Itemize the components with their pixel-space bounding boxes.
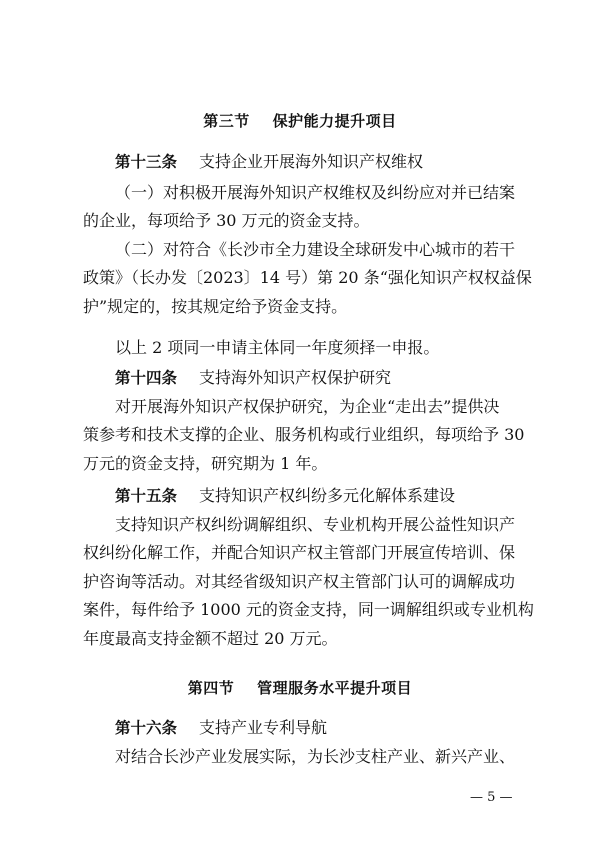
article-15-para-line-3: 护咨询等活动。对其经省级知识产权主管部门认可的调解成功 xyxy=(83,572,516,591)
article-15-para-line-2: 权纠纷化解工作，并配合知识产权主管部门开展宣传培训、保 xyxy=(83,543,516,562)
article-14-heading xyxy=(115,368,555,388)
article-14-para-line-1: 对开展海外知识产权保护研究，为企业“走出去”提供决 xyxy=(115,397,500,416)
article-16-para-line-1: 对结合长沙产业发展实际，为长沙支柱产业、新兴产业、 xyxy=(115,747,516,766)
article-14-para-line-2: 策参考和技术支撑的企业、服务机构或行业组织，每项给予 30 xyxy=(83,425,525,444)
article-15-para-line-1: 支持知识产权纠纷调解组织、专业机构开展公益性知识产 xyxy=(115,515,516,534)
section-3-heading: 第三节 保护能力提升项目 xyxy=(203,112,397,130)
article-13-item-2-line-3: 护”规定的，按其规定给予资金支持。 xyxy=(83,297,348,316)
article-15-para-line-4: 案件，每件给予 1000 元的资金支持，同一调解组织或专业机构 xyxy=(83,600,534,619)
article-15-para-line-5: 年度最高支持金额不超过 20 万元。 xyxy=(83,629,338,648)
section-4-heading: 第四节 管理服务水平提升项目 xyxy=(187,679,413,697)
article-13-heading xyxy=(115,152,555,172)
article-13-item-2-line-2: 政策》（长办发〔2023〕14 号）第 20 条“强化知识产权权益保 xyxy=(83,268,532,287)
article-16-title: 支持产业专利导航 xyxy=(199,718,328,737)
article-13-title: 支持企业开展海外知识产权维权 xyxy=(199,152,424,171)
article-15-label: 第十五条 xyxy=(115,487,178,505)
page-number: — 5 — xyxy=(470,790,513,805)
article-14-para-line-3: 万元的资金支持，研究期为 1 年。 xyxy=(83,454,328,473)
article-15-title: 支持知识产权纠纷多元化解体系建设 xyxy=(199,486,456,505)
article-13-item-1-line-1: （一）对积极开展海外知识产权维权及纠纷应对并已结案 xyxy=(115,183,516,202)
article-15-heading xyxy=(115,486,555,506)
article-13-note: 以上 2 项同一申请主体同一年度须择一申报。 xyxy=(115,338,440,357)
article-16-heading xyxy=(115,718,555,738)
article-14-title: 支持海外知识产权保护研究 xyxy=(199,368,392,387)
article-13-label: 第十三条 xyxy=(115,153,178,171)
article-13-item-2-line-1: （二）对符合《长沙市全力建设全球研发中心城市的若干 xyxy=(115,240,516,259)
article-16-label: 第十六条 xyxy=(115,719,178,737)
article-14-label: 第十四条 xyxy=(115,369,178,387)
article-13-item-1-line-2: 的企业，每项给予 30 万元的资金支持。 xyxy=(83,211,370,230)
